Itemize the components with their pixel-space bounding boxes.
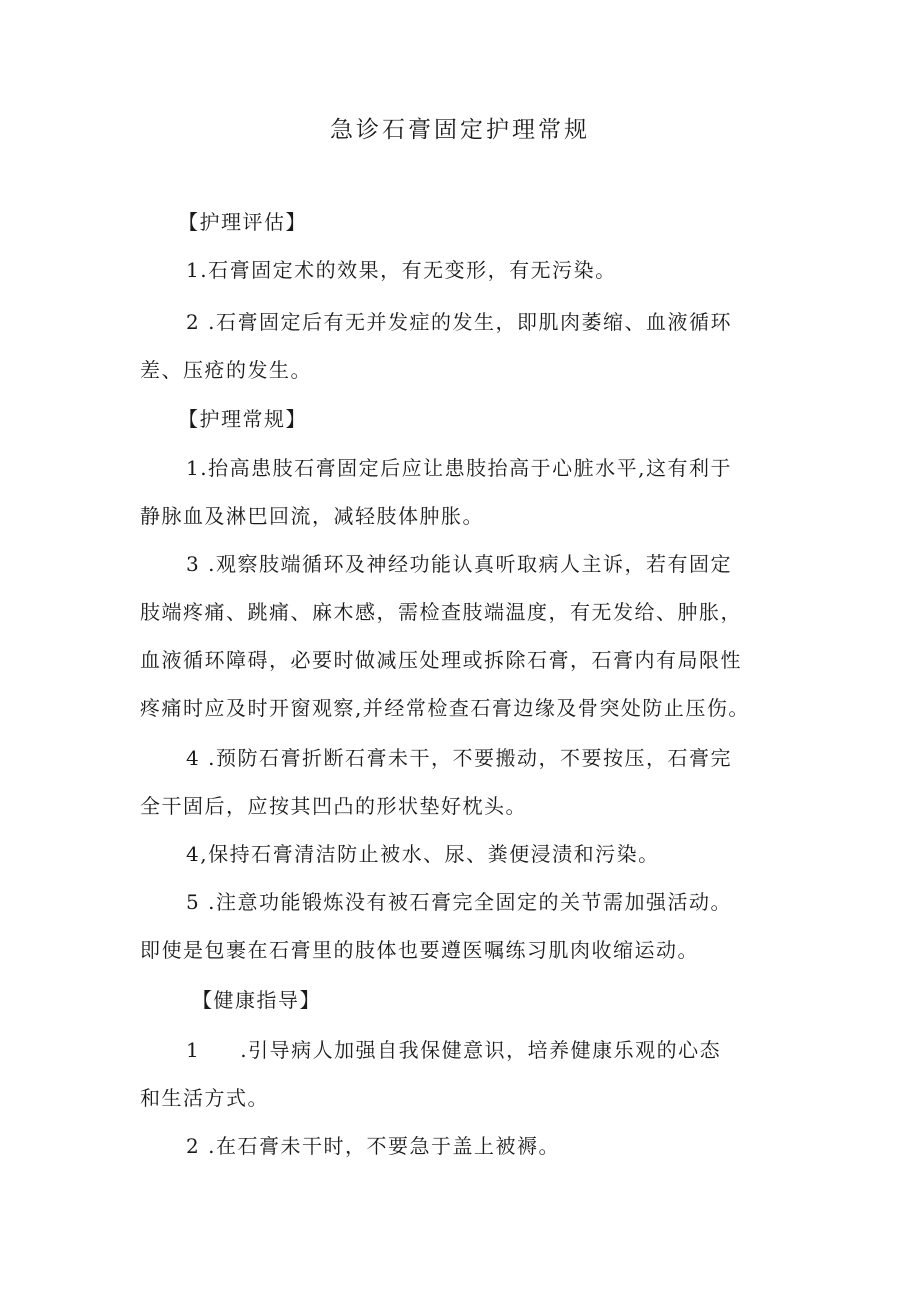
guidance-item-1-line-2: 和生活方式。 bbox=[140, 1086, 269, 1110]
guidance-item-1-number: 1 bbox=[186, 1038, 201, 1062]
section-heading-assessment: 【护理评估】 bbox=[178, 210, 307, 234]
guidance-item-2: 2 .在石膏未干时，不要急于盖上被褥。 bbox=[186, 1134, 560, 1158]
routine-item-1-line-2: 静脉血及淋巴回流，减轻肢体肿胀。 bbox=[140, 504, 484, 528]
routine-item-1-line-1: 1.抬高患肢石膏固定后应让患肢抬高于心脏水平,这有利于 bbox=[186, 456, 732, 480]
routine-item-5-line-2: 即使是包裹在石膏里的肢体也要遵医嘱练习肌肉收缩运动。 bbox=[140, 938, 699, 962]
assessment-item-2-line-2: 差、压疮的发生。 bbox=[140, 358, 312, 382]
section-heading-routine: 【护理常规】 bbox=[178, 407, 307, 431]
routine-item-3 bbox=[140, 540, 788, 732]
routine-item-4a bbox=[140, 734, 788, 830]
guidance-item-1 bbox=[140, 1026, 788, 1122]
assessment-item-1: 1.石膏固定术的效果，有无变形，有无污染。 bbox=[186, 258, 617, 282]
routine-item-4b: 4,保持石膏清洁防止被水、尿、粪便浸渍和污染。 bbox=[186, 842, 660, 866]
assessment-item-2-line-1: 2 .石膏固定后有无并发症的发生，即肌肉萎缩、血液循环 bbox=[186, 310, 732, 334]
routine-item-4a-line-2: 全干固后，应按其凹凸的形状垫好枕头。 bbox=[140, 794, 527, 818]
routine-item-1 bbox=[140, 444, 788, 540]
routine-item-5 bbox=[140, 878, 788, 974]
assessment-item-2 bbox=[140, 298, 788, 394]
section-heading-guidance: 【健康指导】 bbox=[192, 988, 321, 1012]
routine-item-4a-line-1: 4 .预防石膏折断石膏未干，不要搬动，不要按压，石膏完 bbox=[186, 746, 732, 770]
routine-item-3-line-2: 肢端疼痛、跳痛、麻木感，需检查肢端温度，有无发给、肿胀， bbox=[140, 600, 742, 624]
routine-item-3-line-4: 疼痛时应及时开窗观察,并经常检查石膏边缘及骨突处防止压伤。 bbox=[140, 696, 750, 720]
routine-item-5-line-1: 5 .注意功能锻炼没有被石膏完全固定的关节需加强活动。 bbox=[186, 890, 732, 914]
guidance-item-1-text: .引导病人加强自我保健意识，培养健康乐观的心态 bbox=[240, 1038, 722, 1062]
routine-item-3-line-1: 3 .观察肢端循环及神经功能认真听取病人主诉，若有固定 bbox=[186, 552, 732, 576]
routine-item-3-line-3: 血液循环障碍，必要时做减压处理或拆除石膏，石膏内有局限性 bbox=[140, 648, 742, 672]
guidance-item-1-line-1 bbox=[140, 1026, 788, 1074]
document-title: 急诊石膏固定护理常规 bbox=[330, 117, 590, 143]
